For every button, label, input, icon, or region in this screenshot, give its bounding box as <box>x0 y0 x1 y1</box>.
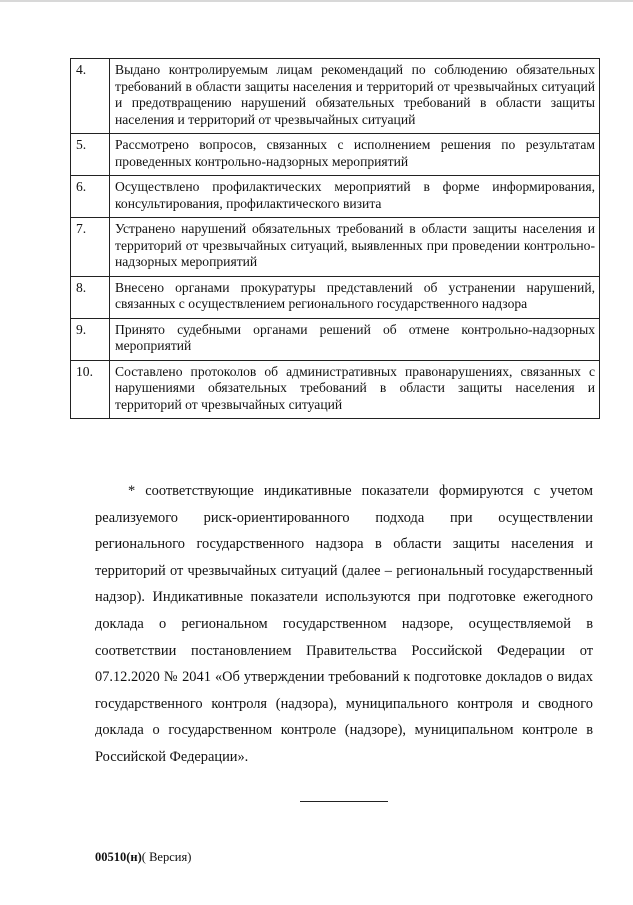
row-number: 6. <box>71 176 110 218</box>
row-text: Выдано контролируемым лицам рекомендаций по соблюдению обязательных требований в области защиты населения и территорий от чрезвычайных ситуаций и предотвращению нарушений обязательных требований в области защиты населения и территорий от чрезвычайных ситуаций <box>110 59 600 134</box>
table-row <box>71 276 600 318</box>
version-label: ( Версия) <box>141 850 192 864</box>
row-text: Составлено протоколов об административных правонарушениях, связанных с нарушениями обязательных требований в области защиты населения и территорий от чрезвычайных ситуаций <box>110 360 600 419</box>
table-row <box>71 134 600 176</box>
row-number: 4. <box>71 59 110 134</box>
row-text: Внесено органами прокуратуры представлений об устранении нарушений, связанных с осуществлением регионального государственного надзора <box>110 276 600 318</box>
table-row <box>71 318 600 360</box>
separator-line <box>300 801 388 802</box>
indicators-table <box>70 58 600 419</box>
table-row <box>71 59 600 134</box>
row-number: 10. <box>71 360 110 419</box>
row-number: 7. <box>71 218 110 277</box>
table-row <box>71 360 600 419</box>
table-row <box>71 176 600 218</box>
version-code: 00510(н) <box>95 850 142 864</box>
footnote-paragraph: * соответствующие индикативные показатели формируются с учетом реализуемого риск-ориентированного подхода при осуществлении регионального государственного надзора в области защиты населения и территорий от чрезвычайных ситуаций (далее – региональный государственный надзор). Индикативные показатели используются при подготовке ежегодного доклада о региональном государственном надзоре, осуществляемой в соответствии постановлением Правительства Российской Федерации от 07.12.2020 № 2041 «Об утверждении требований к подготовке докладов о видах государственного контроля (надзора), муниципального контроля и сводного доклада о государственном контроле (надзоре), муниципальном контроле в Российской Федерации». <box>95 483 593 765</box>
row-text: Рассмотрено вопросов, связанных с исполнением решения по результатам проведенных контрольно-надзорных мероприятий <box>110 134 600 176</box>
row-text: Принято судебными органами решений об отмене контрольно-надзорных мероприятий <box>110 318 600 360</box>
document-version <box>95 850 191 865</box>
row-text: Осуществлено профилактических мероприятий в форме информирования, консультирования, профилактического визита <box>110 176 600 218</box>
page-top-edge <box>0 0 633 2</box>
row-number: 5. <box>71 134 110 176</box>
row-number: 8. <box>71 276 110 318</box>
table-row <box>71 218 600 277</box>
row-number: 9. <box>71 318 110 360</box>
row-text: Устранено нарушений обязательных требований в области защиты населения и территорий от чрезвычайных ситуаций, выявленных при проведении контрольно-надзорных мероприятий <box>110 218 600 277</box>
